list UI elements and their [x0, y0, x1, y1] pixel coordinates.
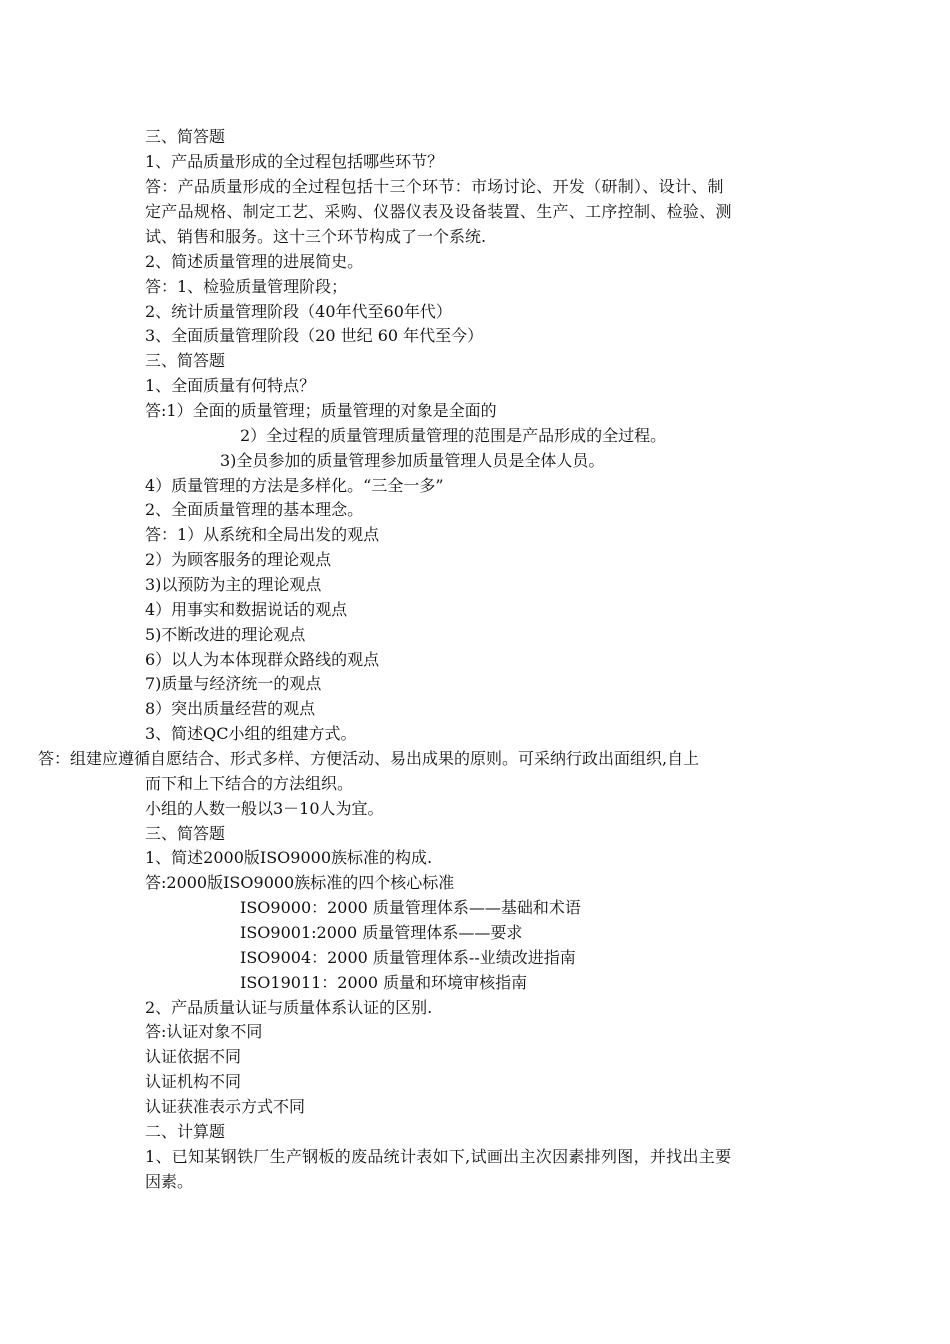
- answer-text: 小组的人数一般以3－10人为宜。: [145, 799, 384, 818]
- section-heading: 二、计算题: [145, 1122, 226, 1141]
- answer-text: 答：产品质量形成的全过程包括十三个环节：市场讨论、开发（研制）、设计、制: [145, 177, 724, 196]
- question-text: 2、全面质量管理的基本理念。: [145, 500, 364, 519]
- answer-text: 4）质量管理的方法是多样化。“三全一多”: [145, 476, 444, 495]
- standard-item: ISO19011：2000 质量和环境审核指南: [240, 973, 528, 992]
- answer-text: 3)以预防为主的理论观点: [145, 575, 322, 594]
- section-heading: 三、简答题: [145, 351, 226, 370]
- standard-item: ISO9000：2000 质量管理体系——基础和术语: [240, 898, 581, 917]
- answer-text: 答：组建应遵循自愿结合、形式多样、方便活动、易出成果的原则。可采纳行政出面组织,自上: [38, 749, 700, 768]
- section-heading: 三、简答题: [145, 824, 226, 843]
- answer-text: 答：1、检验质量管理阶段；: [145, 277, 348, 296]
- question-text: 1、已知某钢铁厂生产钢板的废品统计表如下,试画出主次因素排列图，并找出主要: [145, 1147, 732, 1166]
- answer-text: 答:1）全面的质量管理；质量管理的对象是全面的: [145, 401, 497, 420]
- question-text: 1、产品质量形成的全过程包括哪些环节？: [145, 152, 444, 171]
- answer-text: 6）以人为本体现群众路线的观点: [145, 650, 380, 669]
- question-text: 3、简述QC小组的组建方式。: [145, 724, 357, 743]
- section-heading: 三、简答题: [145, 127, 226, 146]
- question-text: 1、简述2000版ISO9000族标准的构成.: [145, 848, 433, 867]
- standard-item: ISO9004：2000 质量管理体系--业绩改进指南: [240, 948, 576, 967]
- answer-text: 4）用事实和数据说话的观点: [145, 600, 348, 619]
- answer-text: 认证获准表示方式不同: [145, 1097, 306, 1116]
- answer-text: 8）突出质量经营的观点: [145, 699, 316, 718]
- answer-text: 认证依据不同: [145, 1047, 242, 1066]
- answer-text: 5)不断改进的理论观点: [145, 625, 306, 644]
- answer-text: 而下和上下结合的方法组织。: [145, 774, 354, 793]
- answer-text: 2）为顾客服务的理论观点: [145, 550, 332, 569]
- answer-text: 定产品规格、制定工艺、采购、仪器仪表及设备装置、生产、工序控制、检验、测: [145, 202, 732, 221]
- answer-text: 7)质量与经济统一的观点: [145, 674, 322, 693]
- answer-text: 2、统计质量管理阶段（40年代至60年代）: [145, 302, 452, 321]
- answer-text: 3、全面质量管理阶段（20 世纪 60 年代至今）: [145, 326, 484, 345]
- answer-text: 3)全员参加的质量管理参加质量管理人员是全体人员。: [220, 451, 605, 470]
- answer-text: 答:认证对象不同: [145, 1022, 263, 1041]
- question-text: 1、全面质量有何特点？: [145, 376, 316, 395]
- answer-text: 答:2000版ISO9000族标准的四个核心标准: [145, 873, 455, 892]
- standard-item: ISO9001:2000 质量管理体系——要求: [240, 923, 523, 942]
- question-text: 2、简述质量管理的进展简史。: [145, 252, 364, 271]
- answer-text: 试、销售和服务。这十三个环节构成了一个系统.: [145, 227, 487, 246]
- question-text: 因素。: [145, 1172, 194, 1191]
- answer-text: 2）全过程的质量管理质量管理的范围是产品形成的全过程。: [240, 426, 667, 445]
- answer-text: 答：1）从系统和全局出发的观点: [145, 525, 380, 544]
- answer-text: 认证机构不同: [145, 1072, 242, 1091]
- question-text: 2、产品质量认证与质量体系认证的区别.: [145, 998, 433, 1017]
